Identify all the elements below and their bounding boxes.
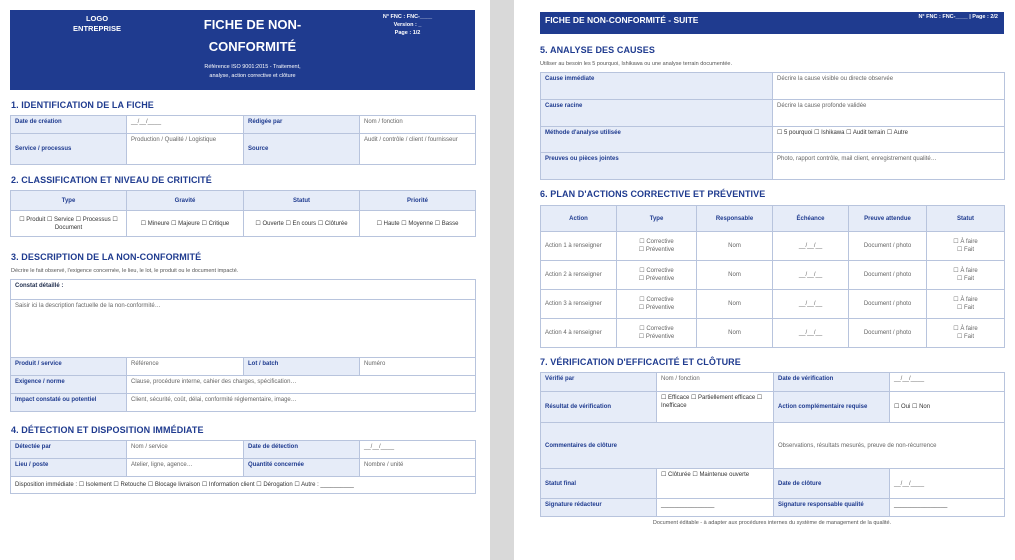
commentaires-field[interactable]: Observations, résultats mesurés, preuve de non-récurrence — [774, 423, 1005, 469]
gravite-header: Gravité — [127, 191, 244, 211]
echeance-cell[interactable]: __/__/__ — [773, 232, 849, 261]
action-row — [541, 232, 1005, 261]
redigee-par-label: Rédigée par — [244, 116, 360, 134]
preuve-cell[interactable]: Document / photo — [849, 290, 927, 319]
corrective-checkbox[interactable]: ☐ Corrective — [639, 268, 674, 274]
echeance-cell[interactable]: __/__/__ — [773, 319, 849, 348]
service-field[interactable]: Production / Qualité / Logistique — [127, 134, 244, 165]
action-cell[interactable]: Action 3 à renseigner — [541, 290, 617, 319]
form-title — [170, 14, 335, 58]
page-2 — [514, 0, 1015, 560]
a-faire-checkbox[interactable]: ☐ À faire — [953, 239, 978, 245]
action-type-cell[interactable] — [617, 261, 697, 290]
cause-immediate-label: Cause immédiate — [541, 73, 773, 100]
produit-field[interactable]: Référence — [127, 358, 244, 376]
detectee-par-field[interactable]: Nom / service — [127, 441, 244, 459]
title-line-2: CONFORMITÉ — [208, 39, 297, 54]
preventive-checkbox[interactable]: ☐ Préventive — [638, 305, 675, 311]
date-creation-field[interactable]: __/__/____ — [127, 116, 244, 134]
page-1-header — [10, 10, 475, 90]
statut-cell[interactable] — [927, 319, 1005, 348]
action-row — [541, 290, 1005, 319]
a-faire-checkbox[interactable]: ☐ À faire — [953, 326, 978, 332]
description-table — [10, 279, 476, 412]
echeance-cell[interactable]: __/__/__ — [773, 261, 849, 290]
quantite-field[interactable]: Nombre / unité — [360, 459, 476, 477]
classification-table — [10, 190, 476, 237]
action-cell[interactable]: Action 4 à renseigner — [541, 319, 617, 348]
preuve-cell[interactable]: Document / photo — [849, 232, 927, 261]
iso-reference — [170, 63, 335, 81]
type-options[interactable]: ☐ Produit ☐ Service ☐ Processus ☐ Document — [11, 211, 127, 237]
action-complementaire-label: Action complémentaire requise — [774, 392, 890, 423]
preventive-checkbox[interactable]: ☐ Préventive — [638, 276, 675, 282]
resultat-label: Résultat de vérification — [541, 392, 657, 423]
impact-label: Impact constaté ou potentiel — [11, 394, 127, 412]
page-2-title: FICHE DE NON-CONFORMITÉ - SUITE — [545, 15, 699, 25]
page-2-meta: N° FNC : FNC-____ | Page : 2/2 — [918, 14, 998, 20]
page-1 — [0, 0, 490, 560]
fait-checkbox[interactable]: ☐ Fait — [956, 247, 975, 253]
date-detection-field[interactable]: __/__/____ — [360, 441, 476, 459]
action-cell[interactable]: Action 2 à renseigner — [541, 261, 617, 290]
lieu-label: Lieu / poste — [11, 459, 127, 477]
action-row — [541, 319, 1005, 348]
preuve-header: Preuve attendue — [849, 206, 927, 232]
company-logo — [62, 14, 132, 34]
responsable-cell[interactable]: Nom — [697, 232, 773, 261]
echeance-header: Échéance — [773, 206, 849, 232]
ref-line-2: analyse, action corrective et clôture — [209, 73, 296, 79]
section-7-title: 7. VÉRIFICATION D'EFFICACITÉ ET CLÔTURE — [540, 357, 741, 367]
section-2-title: 2. CLASSIFICATION ET NIVEAU DE CRITICITÉ — [11, 175, 212, 185]
ref-line-1: Référence ISO 9001:2015 - Traitement, — [204, 64, 301, 70]
page-footer: Document éditable - à adapter aux procédures internes du système de management de la qualité. — [652, 520, 892, 526]
verifie-par-field[interactable]: Nom / fonction — [657, 373, 774, 392]
cause-racine-field[interactable]: Décrire la cause profonde validée — [773, 100, 1005, 127]
priorite-options[interactable]: ☐ Haute ☐ Moyenne ☐ Basse — [360, 211, 476, 237]
page-gutter — [490, 0, 514, 560]
causes-table — [540, 72, 1005, 180]
preventive-checkbox[interactable]: ☐ Préventive — [638, 247, 675, 253]
responsable-header: Responsable — [697, 206, 773, 232]
section-1-title: 1. IDENTIFICATION DE LA FICHE — [11, 100, 154, 110]
lot-field[interactable]: Numéro — [360, 358, 476, 376]
statut-final-options[interactable]: ☐ Clôturée ☐ Maintenue ouverte — [657, 469, 774, 499]
signature-redacteur-label: Signature rédacteur — [541, 499, 657, 517]
preventive-checkbox[interactable]: ☐ Préventive — [638, 334, 675, 340]
preuves-field[interactable]: Photo, rapport contrôle, mail client, enregistrement qualité… — [773, 153, 1005, 180]
responsable-cell[interactable]: Nom — [697, 290, 773, 319]
constat-label: Constat détaillé : — [11, 280, 476, 300]
redigee-par-field[interactable]: Nom / fonction — [360, 116, 476, 134]
fnc-number[interactable]: N° FNC : FNC-____ — [382, 14, 433, 20]
source-label: Source — [244, 134, 360, 165]
cause-immediate-field[interactable]: Décrire la cause visible ou directe observée — [773, 73, 1005, 100]
date-detection-label: Date de détection — [244, 441, 360, 459]
logo-line-2: ENTREPRISE — [73, 24, 121, 33]
version-field[interactable]: Version : _ — [393, 22, 422, 28]
page-2-header — [540, 12, 1004, 34]
date-creation-label: Date de création — [11, 116, 127, 134]
type-header: Type — [617, 206, 697, 232]
a-faire-checkbox[interactable]: ☐ À faire — [953, 297, 978, 303]
section-3-title: 3. DESCRIPTION DE LA NON-CONFORMITÉ — [11, 252, 202, 262]
signature-responsable-field[interactable]: ________________ — [890, 499, 1005, 517]
signature-responsable-label: Signature responsable qualité — [774, 499, 890, 517]
preuve-cell[interactable]: Document / photo — [849, 261, 927, 290]
verifie-par-label: Vérifié par — [541, 373, 657, 392]
responsable-cell[interactable]: Nom — [697, 319, 773, 348]
action-type-cell[interactable] — [617, 290, 697, 319]
type-header: Type — [11, 191, 127, 211]
constat-textarea[interactable]: Saisir ici la description factuelle de la non-conformité… — [11, 300, 476, 358]
fait-checkbox[interactable]: ☐ Fait — [956, 305, 975, 311]
logo-line-1: LOGO — [85, 14, 109, 23]
cause-racine-label: Cause racine — [541, 100, 773, 127]
commentaires-label: Commentaires de clôture — [541, 423, 774, 469]
produit-label: Produit / service — [11, 358, 127, 376]
verification-table — [540, 372, 1005, 517]
detectee-par-label: Détectée par — [11, 441, 127, 459]
statut-cell[interactable] — [927, 261, 1005, 290]
section-5-note: Utiliser au besoin les 5 pourquoi, Ishikawa ou une analyse terrain documentée. — [540, 61, 733, 67]
statut-options[interactable]: ☐ Ouverte ☐ En cours ☐ Clôturée — [244, 211, 360, 237]
corrective-checkbox[interactable]: ☐ Corrective — [639, 326, 674, 332]
priorite-header: Priorité — [360, 191, 476, 211]
date-verification-field[interactable]: __/__/____ — [890, 373, 1005, 392]
service-label: Service / processus — [11, 134, 127, 165]
date-cloture-label: Date de clôture — [774, 469, 890, 499]
statut-cell[interactable] — [927, 232, 1005, 261]
gravite-options[interactable]: ☐ Mineure ☐ Majeure ☐ Critique — [127, 211, 244, 237]
disposition-options[interactable]: Disposition immédiate : ☐ Isolement ☐ Retouche ☐ Blocage livraison ☐ Information client ☐ Dérogation ☐ Autre : __________ — [11, 477, 476, 494]
signature-redacteur-field[interactable]: ________________ — [657, 499, 774, 517]
preuve-cell[interactable]: Document / photo — [849, 319, 927, 348]
action-header: Action — [541, 206, 617, 232]
section-3-note: Décrire le fait observé, l'exigence concernée, le lieu, le lot, le produit ou le document impacté. — [11, 268, 239, 274]
impact-field[interactable]: Client, sécurité, coût, délai, conformité réglementaire, image… — [127, 394, 476, 412]
section-4-title: 4. DÉTECTION ET DISPOSITION IMMÉDIATE — [11, 425, 204, 435]
methode-label: Méthode d'analyse utilisée — [541, 127, 773, 153]
statut-final-label: Statut final — [541, 469, 657, 499]
action-row — [541, 261, 1005, 290]
lieu-field[interactable]: Atelier, ligne, agence… — [127, 459, 244, 477]
corrective-checkbox[interactable]: ☐ Corrective — [639, 297, 674, 303]
statut-cell[interactable] — [927, 290, 1005, 319]
quantite-label: Quantité concernée — [244, 459, 360, 477]
detection-table — [10, 440, 476, 494]
a-faire-checkbox[interactable]: ☐ À faire — [953, 268, 978, 274]
section-5-title: 5. ANALYSE DES CAUSES — [540, 45, 655, 55]
statut-header: Statut — [927, 206, 1005, 232]
title-line-1: FICHE DE NON- — [203, 17, 302, 32]
fait-checkbox[interactable]: ☐ Fait — [956, 334, 975, 340]
action-cell[interactable]: Action 1 à renseigner — [541, 232, 617, 261]
statut-header: Statut — [244, 191, 360, 211]
resultat-options[interactable]: ☐ Efficace ☐ Partiellement efficace ☐ Inefficace — [657, 392, 774, 423]
echeance-cell[interactable]: __/__/__ — [773, 290, 849, 319]
preuves-label: Preuves ou pièces jointes — [541, 153, 773, 180]
corrective-checkbox[interactable]: ☐ Corrective — [639, 239, 674, 245]
exigence-label: Exigence / norme — [11, 376, 127, 394]
action-type-cell[interactable] — [617, 232, 697, 261]
date-cloture-field[interactable]: __/__/____ — [890, 469, 1005, 499]
responsable-cell[interactable]: Nom — [697, 261, 773, 290]
identification-table — [10, 115, 476, 165]
action-plan-table — [540, 205, 1005, 348]
action-complementaire-options[interactable]: ☐ Oui ☐ Non — [890, 392, 1005, 423]
exigence-field[interactable]: Clause, procédure interne, cahier des charges, spécification… — [127, 376, 476, 394]
section-6-title: 6. PLAN D'ACTIONS CORRECTIVE ET PRÉVENTIVE — [540, 189, 766, 199]
page-number: Page : 1/2 — [394, 30, 421, 36]
lot-label: Lot / batch — [244, 358, 360, 376]
date-verification-label: Date de vérification — [774, 373, 890, 392]
form-meta — [360, 13, 455, 37]
source-field[interactable]: Audit / contrôle / client / fournisseur — [360, 134, 476, 165]
fait-checkbox[interactable]: ☐ Fait — [956, 276, 975, 282]
action-type-cell[interactable] — [617, 319, 697, 348]
methode-options[interactable]: ☐ 5 pourquoi ☐ Ishikawa ☐ Audit terrain ☐ Autre — [773, 127, 1005, 153]
